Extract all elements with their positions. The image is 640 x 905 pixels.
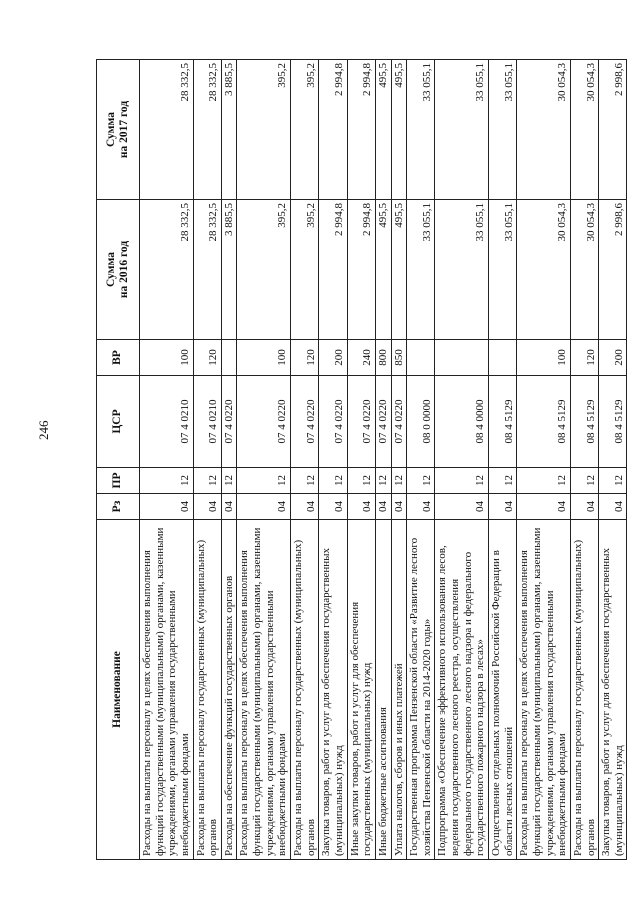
cell-sum-2017: 495,5: [391, 60, 407, 200]
table-row: [319, 60, 347, 860]
cell-vr: 100: [237, 340, 291, 376]
cell-name: Иные бюджетные ассигнования: [375, 520, 391, 860]
rotated-page-content: [96, 60, 625, 860]
header-rz: Рз: [97, 494, 140, 520]
cell-sum-2016: 28 332,5: [140, 200, 194, 340]
table-row: [517, 60, 571, 860]
cell-name: Закупка товаров, работ и услуг для обеспечения государственных (муниципальных) нужд: [319, 520, 347, 860]
cell-csr: 08 0 0000: [407, 376, 435, 468]
cell-pr: 12: [221, 468, 237, 494]
cell-sum-2017: 28 332,5: [140, 60, 194, 200]
cell-csr: 08 4 5129: [517, 376, 571, 468]
table-row: [435, 60, 489, 860]
cell-name: Иные закупки товаров, работ и услуг для обеспечения государственных (муниципальных) нужд: [347, 520, 375, 860]
cell-rz: 04: [221, 494, 237, 520]
cell-name: Расходы на выплаты персоналу государственных (муниципальных) органов: [291, 520, 319, 860]
cell-sum-2017: 28 332,5: [193, 60, 221, 200]
cell-name: Государственная программа Пензенской области «Развитие лесного хозяйства Пензенской области на 2014-2020 годы»: [407, 520, 435, 860]
table-row: [489, 60, 517, 860]
cell-sum-2016: 395,2: [291, 200, 319, 340]
cell-sum-2016: 2 994,8: [347, 200, 375, 340]
cell-rz: 04: [237, 494, 291, 520]
cell-pr: 12: [599, 468, 627, 494]
cell-sum-2016: 30 054,3: [517, 200, 571, 340]
cell-name: Осуществление отдельных полномочий Российской Федерации в области лесных отношений: [489, 520, 517, 860]
cell-name: Расходы на выплаты персоналу в целях обеспечения выполнения функций государственными (муниципальными) органами, казенными учреждениями, органами управления государственными внебюджетными фондами: [517, 520, 571, 860]
cell-rz: 04: [347, 494, 375, 520]
cell-pr: 12: [140, 468, 194, 494]
cell-sum-2016: 395,2: [237, 200, 291, 340]
table-row: [570, 60, 598, 860]
cell-sum-2017: 33 055,1: [489, 60, 517, 200]
cell-pr: 12: [407, 468, 435, 494]
header-sum-2016-line2: на 2016 год: [118, 240, 130, 299]
cell-vr: [489, 340, 517, 376]
cell-sum-2016: 30 054,3: [570, 200, 598, 340]
cell-name: Расходы на выплаты персоналу в целях обеспечения выполнения функций государственными (муниципальными) органами, казенными учреждениями, органами управления государственными внебюджетными фондами: [237, 520, 291, 860]
header-sum-2017: [97, 60, 140, 200]
cell-pr: 12: [489, 468, 517, 494]
cell-name: Расходы на обеспечение функций государственных органов: [221, 520, 237, 860]
cell-sum-2016: 2 998,6: [599, 200, 627, 340]
cell-vr: 120: [193, 340, 221, 376]
cell-vr: [435, 340, 489, 376]
header-vr: ВР: [97, 340, 140, 376]
cell-csr: 07 4 0220: [391, 376, 407, 468]
page-number: 246: [36, 420, 51, 440]
cell-vr: [407, 340, 435, 376]
cell-csr: 08 4 5129: [489, 376, 517, 468]
cell-rz: 04: [489, 494, 517, 520]
cell-sum-2017: 495,5: [375, 60, 391, 200]
cell-name: Уплата налогов, сборов и иных платежей: [391, 520, 407, 860]
cell-sum-2017: 30 054,3: [517, 60, 571, 200]
cell-csr: 07 4 0220: [319, 376, 347, 468]
cell-sum-2017: 33 055,1: [407, 60, 435, 200]
cell-pr: 12: [193, 468, 221, 494]
cell-rz: 04: [319, 494, 347, 520]
cell-sum-2016: 28 332,5: [193, 200, 221, 340]
cell-rz: 04: [570, 494, 598, 520]
cell-sum-2016: 2 994,8: [319, 200, 347, 340]
cell-csr: 07 4 0220: [291, 376, 319, 468]
cell-sum-2017: 2 998,6: [599, 60, 627, 200]
header-sum-2016-line1: Сумма: [104, 252, 117, 287]
cell-name: Расходы на выплаты персоналу государственных (муниципальных) органов: [193, 520, 221, 860]
cell-rz: 04: [193, 494, 221, 520]
cell-rz: 04: [375, 494, 391, 520]
table-row: [375, 60, 391, 860]
table-row: [347, 60, 375, 860]
cell-csr: 07 4 0210: [140, 376, 194, 468]
cell-sum-2016: 3 885,5: [221, 200, 237, 340]
header-sum-2017-line2: на 2017 год: [118, 100, 130, 159]
header-sum-2016: [97, 200, 140, 340]
cell-sum-2016: 495,5: [391, 200, 407, 340]
cell-vr: 100: [517, 340, 571, 376]
cell-rz: 04: [391, 494, 407, 520]
cell-sum-2016: 495,5: [375, 200, 391, 340]
cell-pr: 12: [319, 468, 347, 494]
budget-table: [96, 59, 627, 860]
header-csr: ЦСР: [97, 376, 140, 468]
cell-pr: 12: [347, 468, 375, 494]
table-row: [140, 60, 194, 860]
table-header-row: [97, 60, 140, 860]
cell-sum-2017: 2 994,8: [319, 60, 347, 200]
cell-vr: 200: [319, 340, 347, 376]
cell-sum-2017: 30 054,3: [570, 60, 598, 200]
table-row: [237, 60, 291, 860]
cell-name: Расходы на выплаты персоналу государственных (муниципальных) органов: [570, 520, 598, 860]
cell-vr: [221, 340, 237, 376]
cell-sum-2016: 33 055,1: [489, 200, 517, 340]
header-pr: ПР: [97, 468, 140, 494]
cell-sum-2016: 33 055,1: [435, 200, 489, 340]
cell-vr: 120: [570, 340, 598, 376]
cell-rz: 04: [599, 494, 627, 520]
cell-csr: 07 4 0220: [221, 376, 237, 468]
cell-name: Подпрограмма «Обеспечение эффективного использования лесов, ведения государственного лесного реестра, осуществления федерального государственного лесного надзора и федерального государственного пожарного надзора в лесах»: [435, 520, 489, 860]
cell-sum-2016: 33 055,1: [407, 200, 435, 340]
cell-vr: 240: [347, 340, 375, 376]
cell-name: Расходы на выплаты персоналу в целях обеспечения выполнения функций государственными (муниципальными) органами, казенными учреждениями, органами управления государственными внебюджетными фондами: [140, 520, 194, 860]
cell-name: Закупка товаров, работ и услуг для обеспечения государственных (муниципальных) нужд: [599, 520, 627, 860]
cell-csr: 07 4 0220: [375, 376, 391, 468]
cell-vr: 200: [599, 340, 627, 376]
cell-csr: 08 4 5129: [570, 376, 598, 468]
cell-vr: 120: [291, 340, 319, 376]
table-row: [193, 60, 221, 860]
header-name: Наименование: [97, 520, 140, 860]
cell-rz: 04: [517, 494, 571, 520]
cell-sum-2017: 395,2: [291, 60, 319, 200]
cell-csr: 07 4 0220: [347, 376, 375, 468]
table-row: [599, 60, 627, 860]
cell-rz: 04: [140, 494, 194, 520]
cell-rz: 04: [291, 494, 319, 520]
table-row: [407, 60, 435, 860]
cell-pr: 12: [291, 468, 319, 494]
cell-csr: 07 4 0210: [193, 376, 221, 468]
cell-sum-2017: 33 055,1: [435, 60, 489, 200]
cell-pr: 12: [375, 468, 391, 494]
cell-vr: 100: [140, 340, 194, 376]
cell-pr: 12: [517, 468, 571, 494]
header-sum-2017-line1: Сумма: [104, 112, 117, 147]
cell-pr: 12: [237, 468, 291, 494]
table-row: [221, 60, 237, 860]
cell-rz: 04: [407, 494, 435, 520]
table-row: [291, 60, 319, 860]
table-row: [391, 60, 407, 860]
cell-csr: 08 4 0000: [435, 376, 489, 468]
cell-vr: 850: [391, 340, 407, 376]
cell-rz: 04: [435, 494, 489, 520]
cell-pr: 12: [391, 468, 407, 494]
cell-sum-2017: 2 994,8: [347, 60, 375, 200]
cell-sum-2017: 395,2: [237, 60, 291, 200]
cell-pr: 12: [570, 468, 598, 494]
cell-csr: 08 4 5129: [599, 376, 627, 468]
cell-pr: 12: [435, 468, 489, 494]
cell-sum-2017: 3 885,5: [221, 60, 237, 200]
cell-csr: 07 4 0220: [237, 376, 291, 468]
cell-vr: 800: [375, 340, 391, 376]
